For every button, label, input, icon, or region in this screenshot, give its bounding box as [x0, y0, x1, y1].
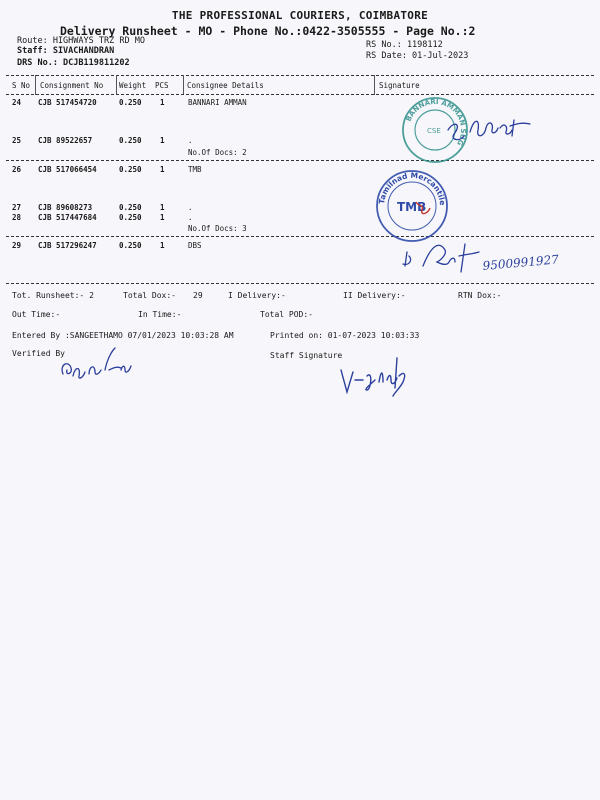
row-consignee: DBS [188, 241, 202, 250]
row-pcs: 1 [160, 241, 165, 250]
svg-text:TMB: TMB [397, 200, 427, 214]
consignee-signature-24-icon [440, 108, 540, 148]
total-dox-value: 29 [193, 291, 203, 300]
total-runsheet: Tot. Runsheet:- 2 [12, 291, 94, 300]
row-consignment: CJB 517296247 [38, 241, 97, 250]
row-consignee: BANNARI AMMAN [188, 98, 247, 107]
printed-on: Printed on: 01-07-2023 10:03:33 [270, 331, 420, 340]
total-dox-label: Total Dox:- [123, 291, 176, 300]
row-weight: 0.250 [119, 98, 142, 107]
svg-text:CSE: CSE [427, 127, 441, 135]
runsheet-title: Delivery Runsheet - MO - Phone No.:0422-3505555 - Page No.:2 [60, 24, 476, 38]
staff-signature-label: Staff Signature [270, 351, 343, 360]
row-sno: 28 [12, 213, 22, 222]
row-consignee: . [188, 203, 193, 212]
row-consignment: CJB 517066454 [38, 165, 97, 174]
in-time: In Time:- [138, 310, 182, 319]
col-divider [374, 75, 375, 95]
total-pod: Total POD:- [260, 310, 313, 319]
row-sno: 26 [12, 165, 22, 174]
i-delivery: I Delivery:- [228, 291, 286, 300]
verifier-signature-icon [55, 340, 145, 390]
row-sno: 24 [12, 98, 22, 107]
staff-label: Staff: SIVACHANDRAN [17, 46, 115, 56]
header-bottom-rule [6, 94, 594, 95]
rtn-dox: RTN Dox:- [458, 291, 502, 300]
row-pcs: 1 [160, 165, 165, 174]
row-consignee: TMB [188, 165, 202, 174]
rs-date: RS Date: 01-Jul-2023 [366, 51, 469, 61]
verified-by-label: Verified By [12, 349, 65, 358]
svg-text:9500991927: 9500991927 [482, 252, 560, 273]
entered-by: Entered By :SANGEETHAMO 07/01/2023 10:03:28 AM [12, 331, 234, 340]
row-consignment: CJB 517447684 [38, 213, 97, 222]
row-separator [6, 160, 594, 161]
row-sno: 29 [12, 241, 22, 250]
col-divider [35, 75, 36, 95]
row-consignee: . [188, 136, 193, 145]
row-weight: 0.250 [119, 165, 142, 174]
col-header-signature: Signature [379, 81, 420, 90]
row-weight: 0.250 [119, 241, 142, 250]
row-weight: 0.250 [119, 203, 142, 212]
table-top-rule [6, 75, 594, 76]
table-bottom-rule [6, 283, 594, 284]
row-weight: 0.250 [119, 136, 142, 145]
row-sno: 27 [12, 203, 22, 212]
docs-count-note: No.Of Docs: 2 [188, 148, 247, 157]
col-header-weight: Weight [119, 81, 147, 90]
col-divider [116, 75, 117, 95]
rs-number: RS No.: 1198112 [366, 40, 443, 50]
row-pcs: 1 [160, 213, 165, 222]
row-weight: 0.250 [119, 213, 142, 222]
staff-signature-icon [335, 340, 425, 400]
row-consignee: . [188, 213, 193, 222]
out-time: Out Time:- [12, 310, 61, 319]
row-sno: 25 [12, 136, 22, 145]
svg-text:Tamilnad Mercantile Bank: Tamilnad Mercantile Bank [369, 161, 448, 206]
company-title: THE PROFESSIONAL COURIERS, COIMBATORE [171, 9, 429, 22]
tmb-bank-stamp-icon [369, 161, 452, 243]
row-pcs: 1 [160, 203, 165, 212]
row-pcs: 1 [160, 98, 165, 107]
ii-delivery: II Delivery:- [343, 291, 406, 300]
docs-count-note: No.Of Docs: 3 [188, 224, 247, 233]
row-consignment: CJB 89522657 [38, 136, 93, 145]
row-pcs: 1 [160, 136, 165, 145]
row-consignment: CJB 89608273 [38, 203, 93, 212]
row-consignment: CJB 517454720 [38, 98, 97, 107]
col-header-consignee: Consignee Details [187, 81, 264, 90]
col-header-consignment: Consignment No [40, 81, 104, 90]
col-header-pcs: PCS [155, 81, 169, 90]
consignee-signature-29-icon [395, 236, 570, 281]
drs-number: DRS No.: DCJB119811202 [17, 58, 130, 68]
svg-text:BANNARI AMMAN SUG: BANNARI AMMAN SUG [404, 97, 468, 147]
route-label: Route: HIGHWAYS TRZ RD MO [17, 36, 145, 46]
col-divider [183, 75, 184, 95]
col-header-sno: S No [12, 81, 31, 90]
